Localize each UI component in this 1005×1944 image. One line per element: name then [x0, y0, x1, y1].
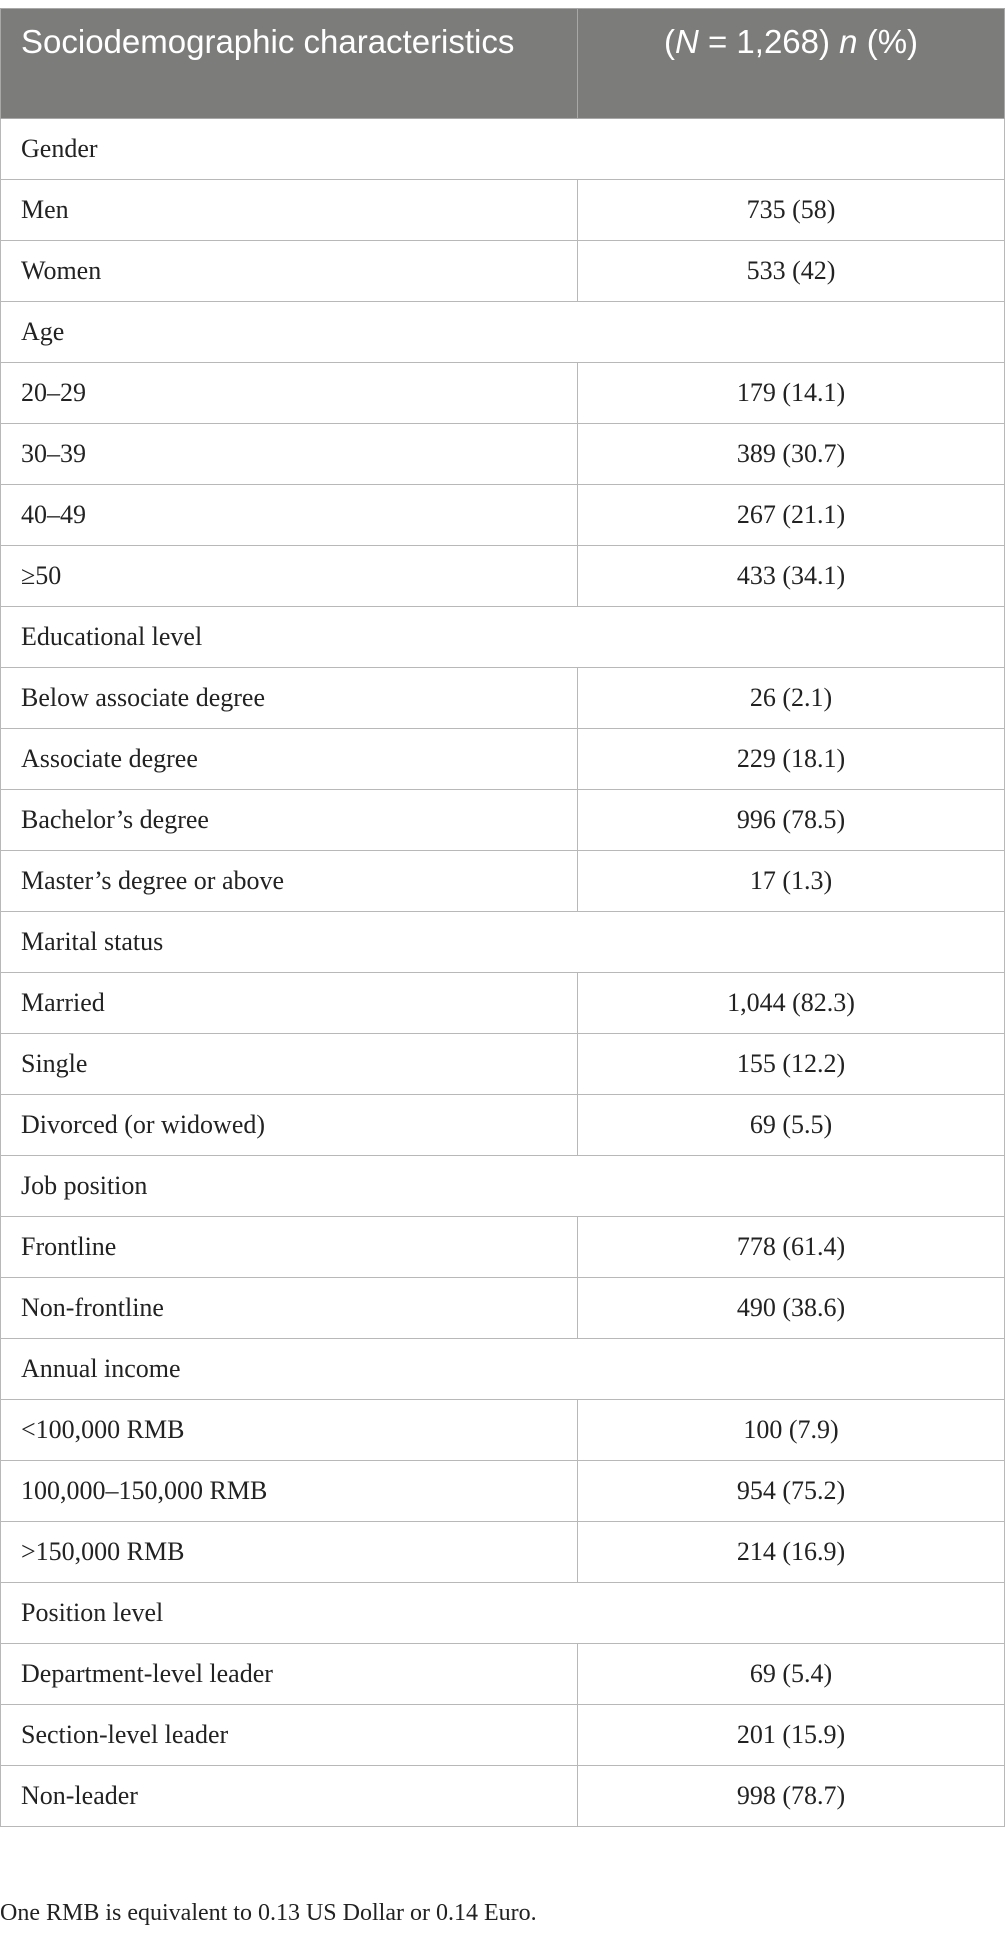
- table-row: [1, 851, 1005, 912]
- group-row-position-level: [1, 1583, 1005, 1644]
- table-row: [1, 1095, 1005, 1156]
- table-row: [1, 790, 1005, 851]
- row-label: 100,000–150,000 RMB: [1, 1461, 578, 1522]
- table-row: [1, 1217, 1005, 1278]
- group-label: Position level: [1, 1583, 1005, 1644]
- table-row: [1, 424, 1005, 485]
- row-value: 201 (15.9): [578, 1705, 1005, 1766]
- table-row: [1, 973, 1005, 1034]
- row-label: 20–29: [1, 363, 578, 424]
- row-value: 267 (21.1): [578, 485, 1005, 546]
- header-count-percent: [578, 9, 1005, 119]
- table-header: [1, 9, 1005, 119]
- row-label: Women: [1, 241, 578, 302]
- table-row: [1, 1705, 1005, 1766]
- group-row-education: [1, 607, 1005, 668]
- table-row: [1, 1034, 1005, 1095]
- header-paren-open: (: [663, 23, 675, 60]
- table-row: [1, 1522, 1005, 1583]
- row-label: 30–39: [1, 424, 578, 485]
- row-value: 433 (34.1): [578, 546, 1005, 607]
- row-value: 533 (42): [578, 241, 1005, 302]
- table-row: [1, 485, 1005, 546]
- row-label: Divorced (or widowed): [1, 1095, 578, 1156]
- table-row: [1, 729, 1005, 790]
- group-row-annual-income: [1, 1339, 1005, 1400]
- row-value: 996 (78.5): [578, 790, 1005, 851]
- table-row: [1, 1766, 1005, 1827]
- row-value: 214 (16.9): [578, 1522, 1005, 1583]
- row-value: 155 (12.2): [578, 1034, 1005, 1095]
- row-value: 490 (38.6): [578, 1278, 1005, 1339]
- header-percent: (%): [857, 23, 919, 60]
- row-label: Non-leader: [1, 1766, 578, 1827]
- demographics-table-container: [0, 8, 1004, 1827]
- group-label: Gender: [1, 119, 1005, 180]
- row-value: 389 (30.7): [578, 424, 1005, 485]
- row-label: >150,000 RMB: [1, 1522, 578, 1583]
- row-label: 40–49: [1, 485, 578, 546]
- row-value: 17 (1.3): [578, 851, 1005, 912]
- row-value: 1,044 (82.3): [578, 973, 1005, 1034]
- row-label: Department-level leader: [1, 1644, 578, 1705]
- table-row: [1, 1400, 1005, 1461]
- group-label: Educational level: [1, 607, 1005, 668]
- table-row: [1, 241, 1005, 302]
- row-label: Master’s degree or above: [1, 851, 578, 912]
- group-row-marital-status: [1, 912, 1005, 973]
- table-row: [1, 180, 1005, 241]
- row-value: 778 (61.4): [578, 1217, 1005, 1278]
- row-value: 735 (58): [578, 180, 1005, 241]
- table-body: [1, 119, 1005, 1827]
- demographics-table: [0, 8, 1005, 1827]
- header-characteristics: Sociodemographic characteristics: [1, 9, 578, 119]
- row-label: Frontline: [1, 1217, 578, 1278]
- group-label: Job position: [1, 1156, 1005, 1217]
- row-label: Single: [1, 1034, 578, 1095]
- group-label: Age: [1, 302, 1005, 363]
- table-footnote: One RMB is equivalent to 0.13 US Dollar or 0.14 Euro.: [0, 1900, 537, 1926]
- row-value: 69 (5.5): [578, 1095, 1005, 1156]
- row-label: Associate degree: [1, 729, 578, 790]
- row-value: 954 (75.2): [578, 1461, 1005, 1522]
- row-label: Married: [1, 973, 578, 1034]
- header-total: = 1,268): [698, 23, 840, 60]
- row-value: 100 (7.9): [578, 1400, 1005, 1461]
- table-row: [1, 1278, 1005, 1339]
- row-value: 229 (18.1): [578, 729, 1005, 790]
- table-row: [1, 546, 1005, 607]
- row-value: 26 (2.1): [578, 668, 1005, 729]
- group-row-job-position: [1, 1156, 1005, 1217]
- group-label: Marital status: [1, 912, 1005, 973]
- header-N-symbol: N: [674, 23, 699, 60]
- row-value: 69 (5.4): [578, 1644, 1005, 1705]
- row-label: ≥50: [1, 546, 578, 607]
- row-label: Below associate degree: [1, 668, 578, 729]
- row-label: <100,000 RMB: [1, 1400, 578, 1461]
- row-value: 179 (14.1): [578, 363, 1005, 424]
- group-row-gender: [1, 119, 1005, 180]
- group-label: Annual income: [1, 1339, 1005, 1400]
- header-row: [1, 9, 1005, 119]
- table-row: [1, 668, 1005, 729]
- row-label: Section-level leader: [1, 1705, 578, 1766]
- table-row: [1, 363, 1005, 424]
- row-label: Men: [1, 180, 578, 241]
- row-value: 998 (78.7): [578, 1766, 1005, 1827]
- table-row: [1, 1644, 1005, 1705]
- row-label: Bachelor’s degree: [1, 790, 578, 851]
- group-row-age: [1, 302, 1005, 363]
- table-row: [1, 1461, 1005, 1522]
- row-label: Non-frontline: [1, 1278, 578, 1339]
- header-n-symbol: n: [839, 23, 858, 60]
